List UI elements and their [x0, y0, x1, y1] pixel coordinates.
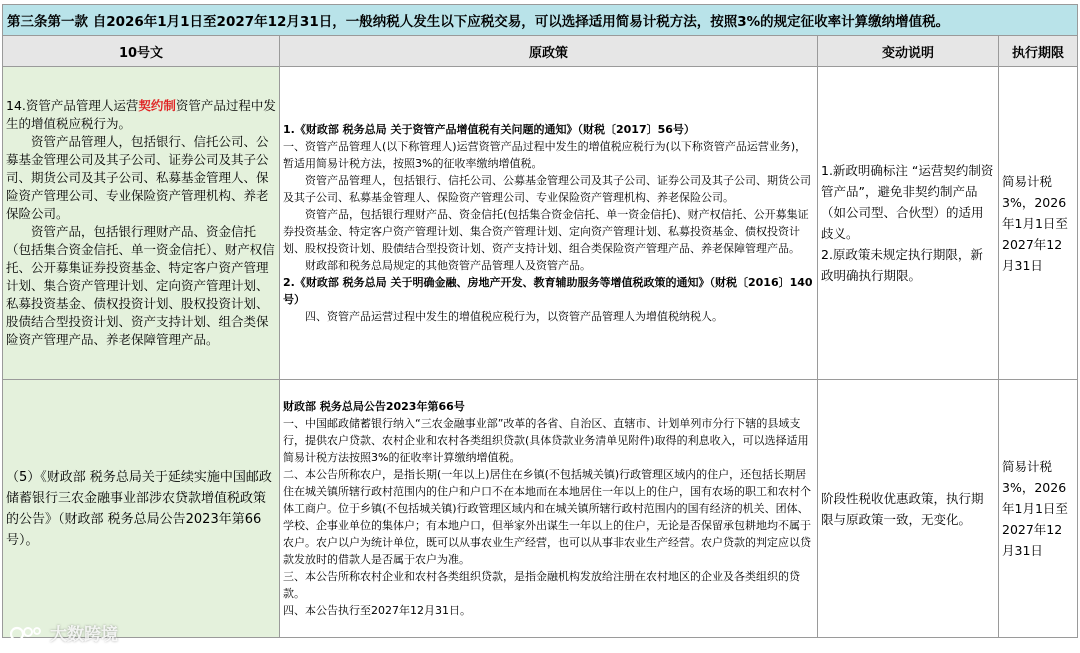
policy-paragraph: 一、资管产品管理人(以下称管理人)运营资管产品过程中发生的增值税应税行为(以下称资管产品运营业务)，暂适用简易计税方法，按照3%的征收率缴纳增值税。 [283, 140, 807, 170]
policy-heading: 财政部 税务总局公告2023年第66号 [283, 400, 465, 413]
row2-period-cell: 简易计税3%，2026年1月1日至2027年12月31日 [999, 380, 1078, 638]
row1-original-policy-cell [280, 67, 818, 380]
row2-new-doc-cell: （5）《财政部 税务总局关于延续实施中国邮政储蓄银行三农金融事业部涉农贷款增值税政策的公告》（财政部 税务总局公告2023年第66号）。 [3, 380, 280, 638]
table-row [3, 67, 1078, 380]
header-change-note: 变动说明 [818, 36, 999, 67]
row1-new-doc-cell [3, 67, 280, 380]
row2-original-policy-cell [280, 380, 818, 638]
row1-paragraph: 资管产品，包括银行理财产品、资金信托（包括集合资金信托、单一资金信托）、财产权信托、公开募集证券投资基金、特定客户资产管理计划、集合资产管理计划、定向资产管理计划、私募投资基金、债权投资计划、股权投资计划、股债结合型投资计划、资产支持计划、组合类保险资产管理产品、养老保障管理产品。 [6, 224, 275, 347]
watermark-text: 大数跨境 [50, 625, 118, 645]
policy-paragraph: 资管产品，包括银行理财产品、资金信托(包括集合资金信托、单一资金信托)、财产权信托、公开募集证券投资基金、特定客户资产管理计划、集合资产管理计划、定向资产管理计划、私募投资基金、债权投资计划、股权投资计划、股债结合型投资计划、资产支持计划、组合类保险资产管理产品、养老保障管理产品。 [283, 208, 809, 255]
section-title: 第三条第一款 自2026年1月1日至2027年12月31日，一般纳税人发生以下应税交易，可以选择适用简易计税方法，按照3%的规定征收率计算缴纳增值税。 [3, 5, 1078, 36]
title-row [3, 5, 1078, 36]
policy-paragraph: 二、本公告所称农户，是指长期(一年以上)居住在乡镇(不包括城关镇)行政管理区域内的住户，还包括长期居住在城关镇所辖行政村范围内的住户和户口不在本地而在本地居住一年以上的住户，国有农场的职工和农村个体工商户。位于乡镇(不包括城关镇)行政管理区域内和在城关镇所辖行政村范围内的国有经济的机关、团体、学校、企事业单位的集体户；有本地户口，但举家外出谋生一年以上的住户，无论是否保留承包耕地均不属于农户。农户以户为统计单位，既可以从事农业生产经营，也可以从事非农业生产经营。农户贷款的判定应以贷款发放时的借款人是否属于农户为准。 [283, 468, 811, 566]
row1-period-cell: 简易计税3%，2026年1月1日至2027年12月31日 [999, 67, 1078, 380]
policy-paragraph: 一、中国邮政储蓄银行纳入“三农金融事业部”改革的各省、自治区、直辖市、计划单列市分行下辖的县域支行，提供农户贷款、农村企业和农村各类组织贷款(具体贷款业务清单见附件)取得的利息收入，可以选择适用简易计税方法按照3%的征收率计算缴纳增值税。 [283, 417, 809, 464]
row2-change-note-cell: 阶段性税收优惠政策，执行期限与原政策一致，无变化。 [818, 380, 999, 638]
highlight-text: 契约制 [138, 98, 176, 113]
policy-paragraph: 三、本公告所称农村企业和农村各类组织贷款，是指金融机构发放给注册在农村地区的企业及各类组织的贷款。 [283, 570, 800, 600]
header-new-doc: 10号文 [3, 36, 280, 67]
brand-logo-icon [10, 624, 44, 642]
header-period: 执行期限 [999, 36, 1078, 67]
header-row [3, 36, 1078, 67]
policy-comparison-table [2, 4, 1078, 638]
table-row [3, 380, 1078, 638]
row1-paragraph: 资管产品管理人，包括银行、信托公司、公募基金管理公司及其子公司、证券公司及其子公司、期货公司及其子公司、私募基金管理人、保险资产管理公司、专业保险资产管理机构、养老保险公司。 [6, 134, 269, 221]
policy-paragraph: 四、本公告执行至2027年12月31日。 [283, 604, 471, 617]
row1-item-title: 14.资管产品管理人运营契约制资管产品过程中发生的增值税应税行为。 [6, 98, 276, 131]
watermark [10, 620, 118, 645]
policy-paragraph: 四、资管产品运营过程中发生的增值税应税行为，以资管产品管理人为增值税纳税人。 [305, 310, 723, 323]
policy-heading: 1.《财政部 税务总局 关于资管产品增值税有关问题的通知》（财税〔2017〕56号） [283, 123, 695, 136]
header-original-policy: 原政策 [280, 36, 818, 67]
policy-paragraph: 财政部和税务总局规定的其他资管产品管理人及资管产品。 [305, 259, 591, 272]
row1-change-note-cell: 1.新政明确标注 “运营契约制资管产品”，避免非契约制产品（如公司型、合伙型）的适用歧义。 2.原政策未规定执行期限，新政明确执行期限。 [818, 67, 999, 380]
policy-heading: 2.《财政部 税务总局 关于明确金融、房地产开发、教育辅助服务等增值税政策的通知》（财税〔2016〕140号） [283, 276, 813, 306]
policy-paragraph: 资管产品管理人，包括银行、信托公司、公募基金管理公司及其子公司、证券公司及其子公司、期货公司及其子公司、私募基金管理人、保险资产管理公司、专业保险资产管理机构、养老保险公司。 [283, 174, 811, 204]
